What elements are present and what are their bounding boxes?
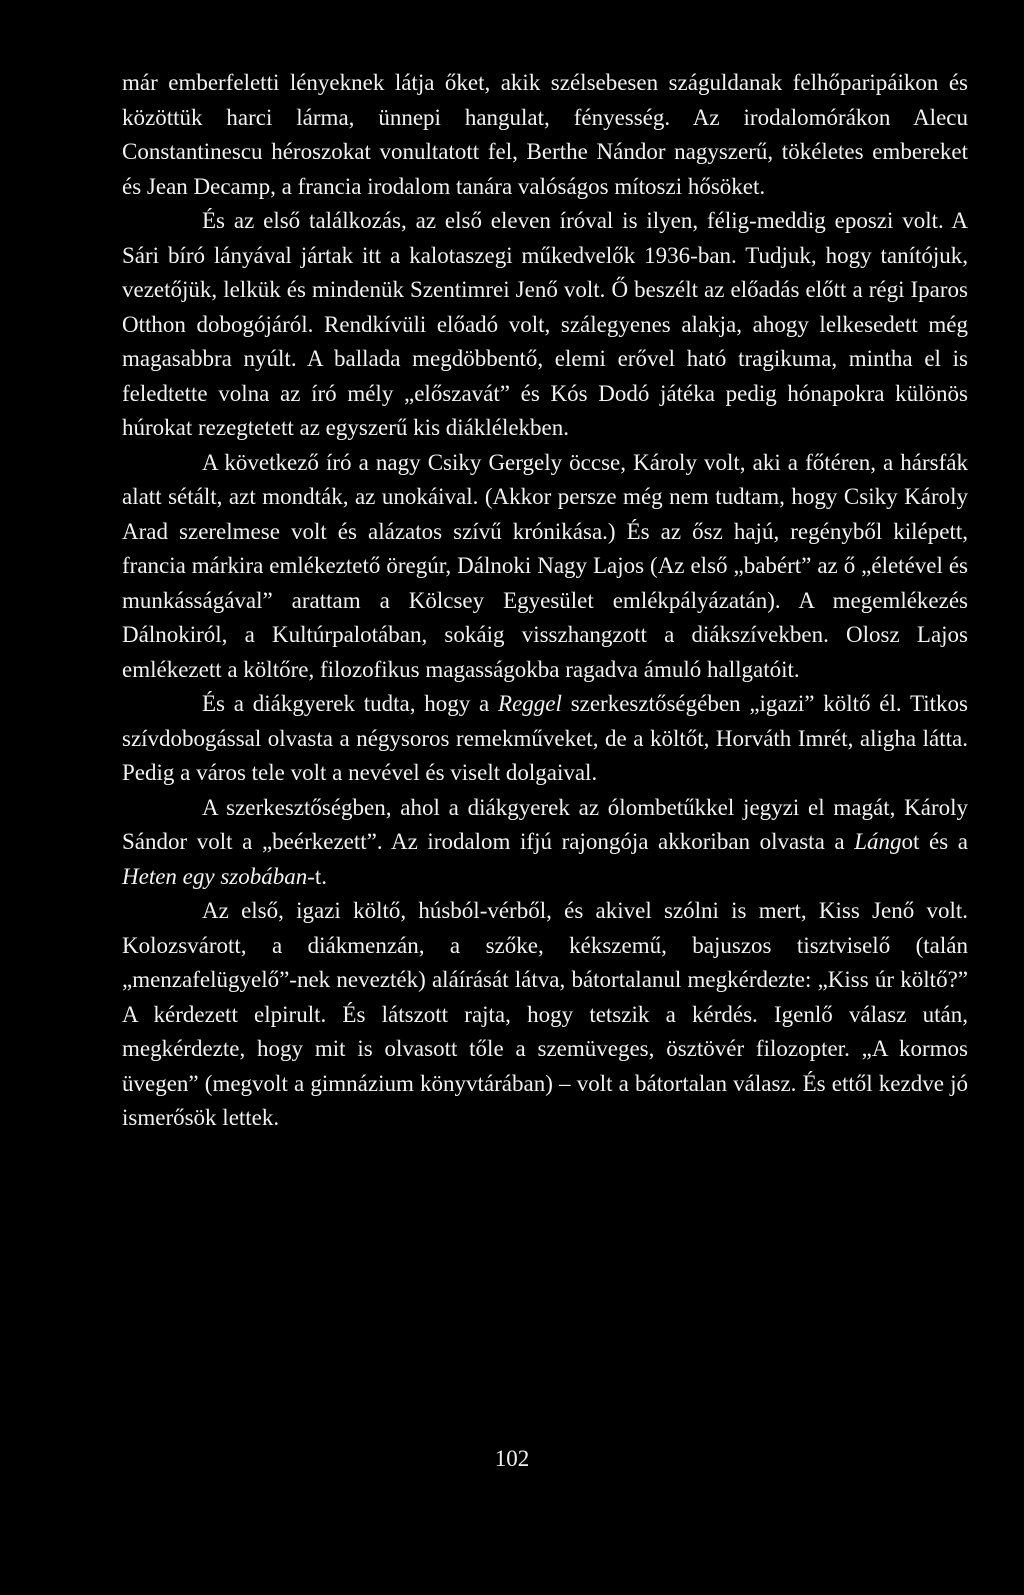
paragraph-6-text: Az első, igazi költő, húsból-vérből, és akivel szólni is mert, Kiss Jenő volt. Kolozsvárott, a diákmenzán, a szőke, kékszemű, bajuszos tisztviselő (talán „menzafelügyelő”-nek nevezték) aláírását látva, bátortalanul megkérdezte: „Kiss úr költő?” A kérdezett elpirult. És látszott rajta, hogy tetszik a kérdés. Igenlő válasz után, megkérdezte, hogy mit is olvasott tőle a szemüveges, ösztövér filozopter. „A kormos üvegen” (megvolt a gimnázium könyvtárában) – volt a bátortalan válasz. És ettől kezdve jó ismerősök lettek.: [122, 898, 968, 1130]
page-number: 102: [494, 1446, 530, 1471]
paragraph-5-text-b: ot és a: [901, 829, 968, 854]
paragraph-1-text: már emberfeletti lényeknek látja őket, akik szélsebesen száguldanak felhőparipáikon és közöttük harci lárma, ünnepi hangulat, fényesség. Az irodalomórákon Alecu Constantinescu héroszokat vonultatott fel, Berthe Nándor nagyszerű, tökéletes embereket és Jean Decamp, a francia irodalom tanára valóságos mítoszi hősöket.: [122, 70, 968, 199]
paragraph-3: [122, 446, 968, 688]
page-body-text: [122, 66, 968, 1136]
paragraph-5-text-c: -t.: [307, 863, 328, 889]
paragraph-4-italic-title: Reggel: [498, 691, 562, 716]
paragraph-5: [122, 791, 968, 895]
paragraph-6: [122, 894, 968, 1136]
paragraph-5-italic-title-1: Láng: [854, 829, 902, 854]
paragraph-4-text-a: És a diákgyerek tudta, hogy a: [202, 691, 499, 716]
paragraph-2: [122, 204, 968, 446]
paragraph-5-text-a: A szerkesztőségben, ahol a diákgyerek az ólombetűkkel jegyzi el magát, Károly Sándor volt a „beérkezett”. Az irodalom ifjú rajongója akkoriban olvasta a: [122, 794, 968, 854]
paragraph-4: [122, 687, 968, 791]
paragraph-2-text: És az első találkozás, az első eleven íróval is ilyen, félig-meddig eposzi volt. A Sári bíró lányával jártak itt a kalotaszegi műkedvelők 1936-ban. Tudjuk, hogy tanítójuk, vezetőjük, lelkük és mindenük Szentimrei Jenő volt. Ő beszélt az előadás előtt a régi Iparos Otthon dobogójáról. Rendkívüli előadó volt, szálegyenes alakja, ahogy lelkesedett még magasabbra nyúlt. A ballada megdöbbentő, elemi erővel ható tragikuma, mintha el is feledtette volna az író mély „előszavát” és Kós Dodó játéka pedig hónapokra különös húrokat rezegtetett az egyszerű kis diáklélekben.: [122, 208, 968, 440]
paragraph-1: [122, 66, 968, 204]
paragraph-4-text-b: szerkesztőségében „igazi” költő él. Titkos szívdobogással olvasta a négysoros remekműveket, de a költőt, Horváth Imrét, aligha látta. Pedig a város tele volt a nevével és viselt dolgaival.: [122, 691, 968, 785]
paragraph-5-italic-title-2: Heten egy szobában: [122, 863, 308, 889]
paragraph-3-text: A következő író a nagy Csiky Gergely öccse, Károly volt, aki a főtéren, a hársfák alatt sétált, azt mondták, az unokáival. (Akkor persze még nem tudtam, hogy Csiky Károly Arad szerelmese volt és alázatos szívű krónikása.) És az ősz hajú, regényből kilépett, francia márkira emlékeztető öregúr, Dálnoki Nagy Lajos (Az első „babért” az ő „életével és munkásságával” arattam a Kölcsey Egyesület emlékpályázatán). A megemlékezés Dálnokiról, a Kultúrpalotában, sokáig visszhangzott a diákszívekben. Olosz Lajos emlékezett a költőre, filozofikus magasságokba ragadva ámuló hallgatóit.: [122, 449, 968, 682]
